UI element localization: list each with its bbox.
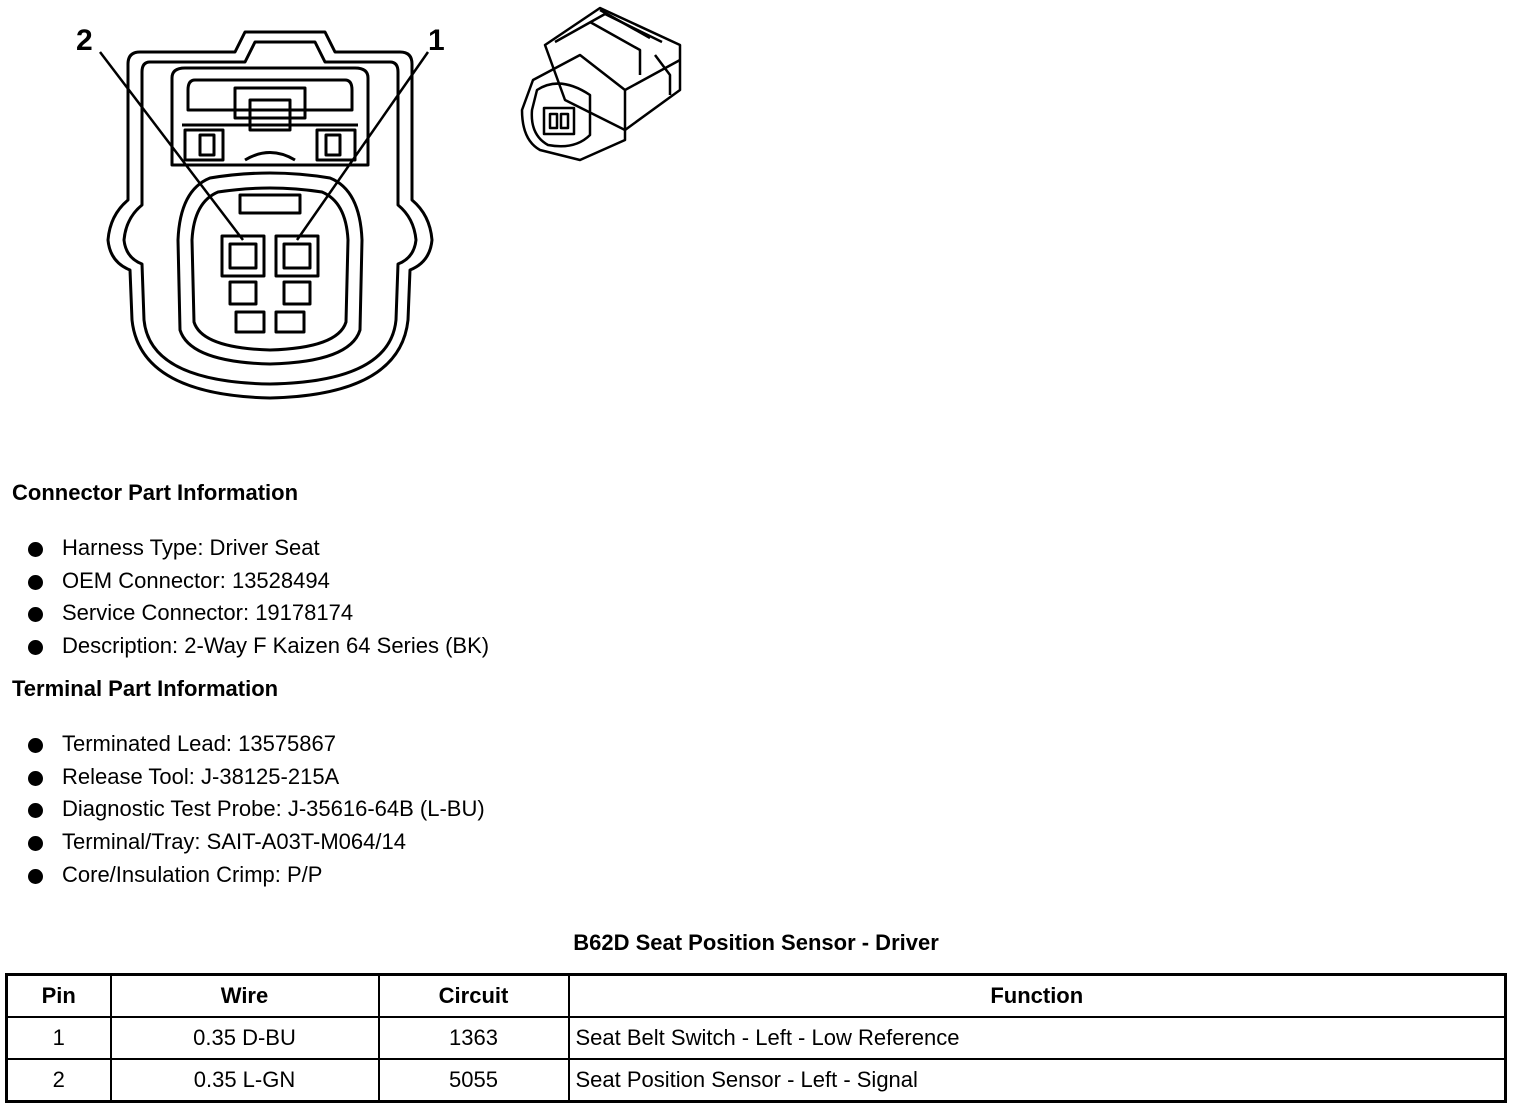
cell-pin: 1 (7, 1017, 111, 1059)
cell-wire: 0.35 L-GN (111, 1059, 379, 1102)
bullet-icon (28, 640, 43, 655)
connector-isometric-view-icon (522, 8, 680, 160)
connector-info-list (28, 532, 489, 663)
connector-info-title: Connector Part Information (12, 480, 299, 505)
cell-circuit: 5055 (379, 1059, 569, 1102)
connector-face-view-icon (100, 32, 432, 398)
list-item: Core/Insulation Crimp: P/P (28, 859, 485, 892)
pin-label-2: 2 (76, 24, 93, 57)
bullet-icon (28, 738, 43, 753)
list-item: Description: 2-Way F Kaizen 64 Series (BK) (28, 630, 489, 663)
list-item: Diagnostic Test Probe: J-35616-64B (L-BU) (28, 793, 485, 826)
bullet-icon (28, 869, 43, 884)
bullet-icon (28, 607, 43, 622)
pin-label-1: 1 (428, 24, 445, 57)
bullet-icon (28, 803, 43, 818)
cell-function: Seat Position Sensor - Left - Signal (569, 1059, 1506, 1102)
list-item: Terminated Lead: 13575867 (28, 728, 485, 761)
terminal-info-list (28, 728, 485, 892)
column-header-wire: Wire (111, 975, 379, 1018)
bullet-icon (28, 771, 43, 786)
connector-face-diagram (0, 0, 720, 420)
cell-function: Seat Belt Switch - Left - Low Reference (569, 1017, 1506, 1059)
cell-wire: 0.35 D-BU (111, 1017, 379, 1059)
cell-circuit: 1363 (379, 1017, 569, 1059)
bullet-icon (28, 542, 43, 557)
column-header-function: Function (569, 975, 1506, 1018)
list-item: Release Tool: J-38125-215A (28, 761, 485, 794)
list-item: Terminal/Tray: SAIT-A03T-M064/14 (28, 826, 485, 859)
cell-pin: 2 (7, 1059, 111, 1102)
table-row (7, 1017, 1506, 1059)
table-header-row (7, 975, 1506, 1018)
list-item: Harness Type: Driver Seat (28, 532, 489, 565)
bullet-icon (28, 575, 43, 590)
column-header-pin: Pin (7, 975, 111, 1018)
bullet-icon (28, 836, 43, 851)
column-header-circuit: Circuit (379, 975, 569, 1018)
terminal-info-title: Terminal Part Information (12, 676, 279, 701)
pinout-table (5, 973, 1507, 1103)
table-title: B62D Seat Position Sensor - Driver (573, 930, 939, 955)
list-item: Service Connector: 19178174 (28, 597, 489, 630)
list-item: OEM Connector: 13528494 (28, 565, 489, 598)
table-row (7, 1059, 1506, 1102)
